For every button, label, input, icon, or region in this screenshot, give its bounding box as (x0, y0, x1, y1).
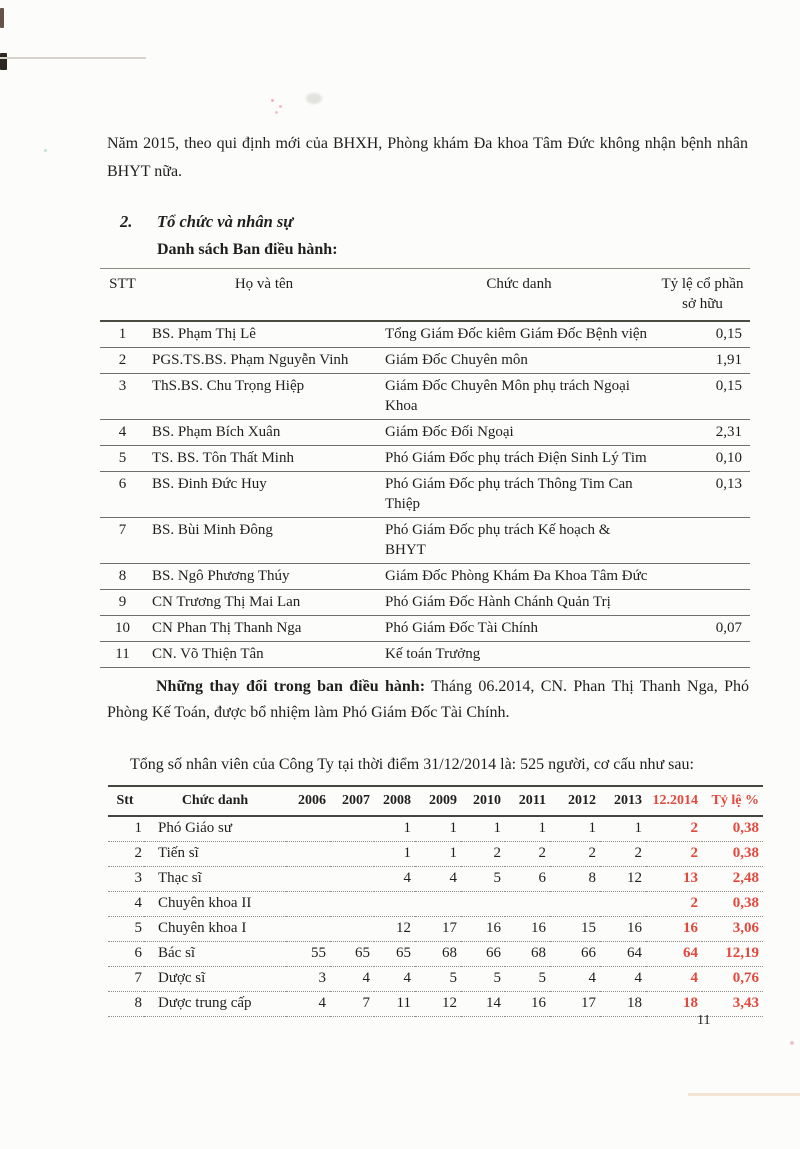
staff-cell-title: Chuyên khoa I (144, 917, 286, 942)
board-cell-stt: 1 (100, 321, 145, 348)
staff-table-row (108, 967, 763, 992)
staff-cell-year-0 (286, 842, 330, 867)
staff-cell-year-7: 12 (600, 867, 646, 892)
staff-cell-stt: 5 (108, 917, 144, 942)
scan-artifact-speck (279, 105, 282, 108)
staff-cell-year-1: 65 (330, 942, 374, 967)
staff-cell-year-7: 18 (600, 992, 646, 1017)
staff-cell-year-3: 1 (415, 816, 461, 842)
staff-cell-title: Dược trung cấp (144, 992, 286, 1017)
scan-artifact-mark (0, 53, 7, 70)
staff-cell-year-3: 1 (415, 842, 461, 867)
staff-cell-pct: 3,06 (702, 917, 763, 942)
staff-cell-year-7: 64 (600, 942, 646, 967)
staff-cell-year-1 (330, 867, 374, 892)
staff-cell-year-7: 4 (600, 967, 646, 992)
board-cell-name: CN Phan Thị Thanh Nga (145, 616, 383, 642)
staff-cell-year-0 (286, 892, 330, 917)
staff-cell-stt: 2 (108, 842, 144, 867)
board-cell-share: 0,07 (655, 616, 750, 642)
staff-cell-year-0: 4 (286, 992, 330, 1017)
staff-header-5: 2009 (415, 786, 461, 816)
board-cell-share: 1,91 (655, 348, 750, 374)
staff-cell-pct: 0,38 (702, 816, 763, 842)
board-cell-title: Phó Giám Đốc phụ trách Thông Tim Can Thiệp (383, 472, 655, 518)
staff-table-row (108, 892, 763, 917)
staff-cell-dec2014: 2 (646, 892, 702, 917)
board-cell-title: Phó Giám Đốc phụ trách Điện Sinh Lý Tim (383, 446, 655, 472)
staff-header-11: Tỷ lệ % (702, 786, 763, 816)
staff-cell-year-4 (461, 892, 505, 917)
section-number: 2. (120, 212, 133, 231)
staff-table (108, 785, 763, 1017)
board-cell-name: BS. Phạm Bích Xuân (145, 420, 383, 446)
staff-cell-year-6: 66 (550, 942, 600, 967)
staff-cell-year-5: 6 (505, 867, 550, 892)
staff-cell-year-7: 16 (600, 917, 646, 942)
staff-cell-year-5: 16 (505, 917, 550, 942)
board-cell-title: Kế toán Trưởng (383, 642, 655, 668)
staff-cell-year-5: 16 (505, 992, 550, 1017)
staff-cell-stt: 6 (108, 942, 144, 967)
board-table-row (100, 518, 750, 564)
staff-cell-year-5: 2 (505, 842, 550, 867)
staff-cell-dec2014: 16 (646, 917, 702, 942)
scan-artifact-speck (44, 149, 47, 152)
page-number: 11 (697, 1013, 711, 1028)
board-table-row (100, 616, 750, 642)
staff-cell-year-1 (330, 917, 374, 942)
staff-header-9: 2013 (600, 786, 646, 816)
scan-artifact-speck (275, 111, 278, 114)
staff-intro: Tổng số nhân viên của Công Ty tại thời điểm 31/12/2014 là: 525 người, cơ cấu như sau: (130, 756, 694, 773)
board-table (100, 268, 750, 668)
staff-cell-year-2: 4 (374, 967, 415, 992)
board-cell-share (655, 564, 750, 590)
section-heading (120, 212, 800, 232)
staff-cell-dec2014: 4 (646, 967, 702, 992)
board-cell-stt: 9 (100, 590, 145, 616)
staff-table-row (108, 917, 763, 942)
staff-cell-year-3: 5 (415, 967, 461, 992)
staff-cell-title: Bác sĩ (144, 942, 286, 967)
staff-cell-year-6 (550, 892, 600, 917)
staff-cell-stt: 7 (108, 967, 144, 992)
staff-header-0: Stt (108, 786, 144, 816)
staff-cell-year-2: 11 (374, 992, 415, 1017)
staff-header-2: 2006 (286, 786, 330, 816)
staff-cell-year-4: 5 (461, 867, 505, 892)
board-table-row (100, 374, 750, 420)
staff-header-3: 2007 (330, 786, 374, 816)
staff-cell-title: Tiến sĩ (144, 842, 286, 867)
board-cell-share (655, 642, 750, 668)
board-cell-stt: 4 (100, 420, 145, 446)
staff-cell-year-3: 68 (415, 942, 461, 967)
staff-header-7: 2011 (505, 786, 550, 816)
staff-cell-year-2: 65 (374, 942, 415, 967)
staff-cell-year-1: 4 (330, 967, 374, 992)
board-cell-name: CN. Võ Thiện Tân (145, 642, 383, 668)
staff-table-row (108, 867, 763, 892)
section-title: Tổ chức và nhân sự (157, 212, 294, 231)
board-cell-stt: 7 (100, 518, 145, 564)
staff-cell-year-6: 1 (550, 816, 600, 842)
staff-cell-stt: 8 (108, 992, 144, 1017)
staff-cell-title: Chuyên khoa II (144, 892, 286, 917)
staff-table-row (108, 816, 763, 842)
staff-cell-year-1: 7 (330, 992, 374, 1017)
staff-table-body (108, 816, 763, 1017)
staff-cell-year-7: 1 (600, 816, 646, 842)
board-cell-name: BS. Phạm Thị Lê (145, 321, 383, 348)
staff-cell-year-6: 17 (550, 992, 600, 1017)
staff-cell-year-6: 4 (550, 967, 600, 992)
scan-artifact-speck (790, 1041, 794, 1045)
staff-cell-dec2014: 64 (646, 942, 702, 967)
staff-cell-year-4: 2 (461, 842, 505, 867)
staff-cell-year-2: 4 (374, 867, 415, 892)
staff-header-8: 2012 (550, 786, 600, 816)
staff-table-header-row (108, 786, 763, 816)
board-header-stt: STT (100, 269, 145, 322)
board-cell-share (655, 518, 750, 564)
scan-artifact-mark (0, 8, 4, 28)
staff-cell-pct: 0,38 (702, 842, 763, 867)
staff-cell-year-0 (286, 867, 330, 892)
staff-cell-pct: 0,38 (702, 892, 763, 917)
board-cell-name: BS. Ngô Phương Thúy (145, 564, 383, 590)
staff-cell-year-6: 8 (550, 867, 600, 892)
staff-cell-year-3 (415, 892, 461, 917)
staff-cell-stt: 4 (108, 892, 144, 917)
board-cell-title: Phó Giám Đốc phụ trách Kế hoạch & BHYT (383, 518, 655, 564)
staff-header-1: Chức danh (144, 786, 286, 816)
staff-cell-pct: 0,76 (702, 967, 763, 992)
staff-cell-year-6: 2 (550, 842, 600, 867)
board-table-body (100, 321, 750, 668)
intro-paragraph: Năm 2015, theo qui định mới của BHXH, Phòng khám Đa khoa Tâm Đức không nhận bệnh nhân BHYT nữa. (107, 135, 748, 180)
board-cell-share: 0,10 (655, 446, 750, 472)
board-cell-stt: 3 (100, 374, 145, 420)
staff-cell-year-1 (330, 892, 374, 917)
staff-cell-year-2: 1 (374, 842, 415, 867)
staff-cell-year-3: 12 (415, 992, 461, 1017)
board-cell-title: Giám Đốc Đối Ngoại (383, 420, 655, 446)
board-cell-stt: 5 (100, 446, 145, 472)
staff-cell-year-0 (286, 917, 330, 942)
board-cell-stt: 8 (100, 564, 145, 590)
staff-cell-year-1 (330, 842, 374, 867)
staff-cell-title: Dược sĩ (144, 967, 286, 992)
staff-cell-year-0: 55 (286, 942, 330, 967)
staff-cell-year-4: 66 (461, 942, 505, 967)
board-cell-stt: 11 (100, 642, 145, 668)
board-table-row (100, 564, 750, 590)
board-cell-name: TS. BS. Tôn Thất Minh (145, 446, 383, 472)
subsection-title: Danh sách Ban điều hành: (157, 241, 338, 258)
board-cell-stt: 2 (100, 348, 145, 374)
board-table-row (100, 348, 750, 374)
board-cell-share (655, 590, 750, 616)
staff-cell-title: Thạc sĩ (144, 867, 286, 892)
staff-cell-stt: 3 (108, 867, 144, 892)
board-cell-title: Giám Đốc Chuyên Môn phụ trách Ngoại Khoa (383, 374, 655, 420)
staff-cell-year-5: 1 (505, 816, 550, 842)
board-table-row (100, 472, 750, 518)
changes-text: Tháng 06.2014, CN. Phan Thị Thanh Nga, Phó Phòng Kế Toán, được bổ nhiệm làm Phó Giám Đốc Tài Chính. (107, 678, 749, 721)
staff-cell-dec2014: 2 (646, 816, 702, 842)
staff-cell-year-6: 15 (550, 917, 600, 942)
scan-artifact-line (688, 1093, 800, 1096)
staff-cell-year-7 (600, 892, 646, 917)
staff-cell-year-4: 1 (461, 816, 505, 842)
board-table-row (100, 420, 750, 446)
staff-cell-year-2 (374, 892, 415, 917)
staff-header-6: 2010 (461, 786, 505, 816)
staff-cell-pct: 12,19 (702, 942, 763, 967)
board-cell-name: BS. Đinh Đức Huy (145, 472, 383, 518)
staff-cell-pct: 3,43 (702, 992, 763, 1017)
staff-cell-year-4: 14 (461, 992, 505, 1017)
board-table-row (100, 321, 750, 348)
staff-cell-dec2014: 13 (646, 867, 702, 892)
board-cell-name: CN Trương Thị Mai Lan (145, 590, 383, 616)
staff-cell-year-5 (505, 892, 550, 917)
board-cell-title: Phó Giám Đốc Tài Chính (383, 616, 655, 642)
staff-header-10: 12.2014 (646, 786, 702, 816)
scan-artifact-line (0, 57, 146, 59)
staff-cell-year-4: 5 (461, 967, 505, 992)
staff-cell-year-3: 17 (415, 917, 461, 942)
board-table-row (100, 642, 750, 668)
staff-table-row (108, 992, 763, 1017)
staff-cell-year-5: 5 (505, 967, 550, 992)
staff-cell-year-0 (286, 816, 330, 842)
board-cell-title: Tổng Giám Đốc kiêm Giám Đốc Bệnh viện (383, 321, 655, 348)
staff-cell-year-7: 2 (600, 842, 646, 867)
board-cell-title: Giám Đốc Phòng Khám Đa Khoa Tâm Đức (383, 564, 655, 590)
scan-artifact-speck (271, 99, 274, 102)
board-cell-title: Giám Đốc Chuyên môn (383, 348, 655, 374)
board-table-row (100, 446, 750, 472)
staff-header-4: 2008 (374, 786, 415, 816)
staff-cell-pct: 2,48 (702, 867, 763, 892)
board-table-header-row (100, 269, 750, 322)
staff-cell-year-3: 4 (415, 867, 461, 892)
board-cell-share: 0,15 (655, 321, 750, 348)
staff-cell-year-2: 12 (374, 917, 415, 942)
staff-cell-year-5: 68 (505, 942, 550, 967)
board-cell-title: Phó Giám Đốc Hành Chánh Quản Trị (383, 590, 655, 616)
staff-table-row (108, 942, 763, 967)
scan-artifact-smudge (306, 93, 322, 104)
changes-paragraph (107, 674, 749, 726)
staff-cell-dec2014: 18 (646, 992, 702, 1017)
board-table-row (100, 590, 750, 616)
board-cell-name: BS. Bùi Minh Đông (145, 518, 383, 564)
board-header-title: Chức danh (383, 269, 655, 322)
staff-cell-dec2014: 2 (646, 842, 702, 867)
board-cell-share: 0,15 (655, 374, 750, 420)
board-cell-name: ThS.BS. Chu Trọng Hiệp (145, 374, 383, 420)
staff-cell-year-0: 3 (286, 967, 330, 992)
changes-label: Những thay đổi trong ban điều hành: (156, 678, 426, 695)
board-header-share: Tỷ lệ cổ phần sở hữu (655, 269, 750, 322)
staff-cell-year-2: 1 (374, 816, 415, 842)
board-header-name: Họ và tên (145, 269, 383, 322)
staff-table-row (108, 842, 763, 867)
board-cell-stt: 6 (100, 472, 145, 518)
board-cell-stt: 10 (100, 616, 145, 642)
board-cell-share: 0,13 (655, 472, 750, 518)
staff-cell-stt: 1 (108, 816, 144, 842)
staff-cell-year-1 (330, 816, 374, 842)
staff-cell-title: Phó Giáo sư (144, 816, 286, 842)
board-cell-share: 2,31 (655, 420, 750, 446)
board-cell-name: PGS.TS.BS. Phạm Nguyễn Vinh (145, 348, 383, 374)
staff-cell-year-4: 16 (461, 917, 505, 942)
